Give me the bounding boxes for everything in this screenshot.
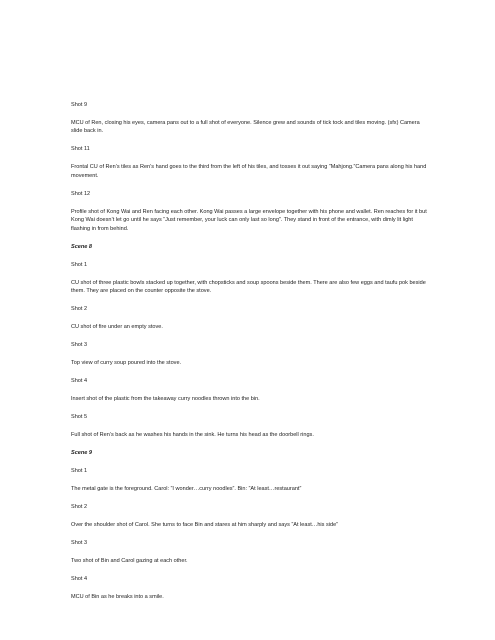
shot-description: Two shot of Bin and Carol gazing at each other. xyxy=(71,558,188,565)
shot-heading: Shot 3 xyxy=(71,342,88,349)
shot-description: MCU of Ren, closing his eyes, camera pans out to a full shot of everyone. Silence grew and sounds of tick tock and tiles moving. (sfx) Camera slide back in. xyxy=(71,120,420,135)
shot-heading: Shot 12 xyxy=(71,190,91,197)
shot-heading: Shot 2 xyxy=(71,504,88,511)
shot-heading: Shot 9 xyxy=(71,102,88,108)
shot-heading: Shot 1 xyxy=(71,468,88,475)
shot-heading: Shot 2 xyxy=(71,306,88,313)
shot-description: Frontal CU of Ren’s tiles as Ren’s hand goes to the third from the left of his tiles, and tosses it out saying “Mahjong.”Camera pans along his hand movement. xyxy=(71,164,427,179)
shot-heading: Shot 11 xyxy=(71,146,90,153)
shot-description: CU shot of three plastic bowls stacked up together, with chopsticks and soup spoons beside them. There are also few eggs and taufu pok beside them. They are placed on the counter opposite the stove. xyxy=(71,279,426,295)
shot-description: MCU of Bin as he breaks into a smile. xyxy=(71,594,164,601)
shot-heading: Shot 4 xyxy=(71,378,88,385)
shot-description: CU shot of fire under an empty stove. xyxy=(71,324,163,331)
shot-heading: Shot 1 xyxy=(71,261,88,268)
scene-heading: Scene 8 xyxy=(71,243,92,250)
shot-heading: Shot 4 xyxy=(71,576,88,583)
shot-description: Insert shot of the plastic from the takeaway curry noodles thrown into the bin. xyxy=(71,396,260,403)
shot-description: Top view of curry soup poured into the stove. xyxy=(71,360,182,367)
shot-heading: Shot 3 xyxy=(71,540,88,547)
scene-heading: Scene 9 xyxy=(71,450,92,457)
shot-description: The metal gate is the foreground. Carol: “I wonder…curry noodles”. Bin: “At least…restaurant” xyxy=(71,486,302,493)
shot-description: Full shot of Ren’s back as he washes his hands in the sink. He turns his head as the doorbell rings. xyxy=(71,432,314,439)
shot-description: Over the shoulder shot of Carol. She turns to face Bin and stares at him sharply and says “At least…his side” xyxy=(71,522,338,529)
script-body xyxy=(71,101,427,611)
shot-description: Profile shot of Kong Wai and Ren facing each other. Kong Wai passes a large envelope together with his phone and wallet. Ren reaches for it but Kong Wai doesn’t let go until he says “Just remember, your luck can only last so long”. They stand in front of the entrance, with dimly lit light flashing in from behind. xyxy=(71,208,427,232)
shot-heading: Shot 5 xyxy=(71,414,88,421)
